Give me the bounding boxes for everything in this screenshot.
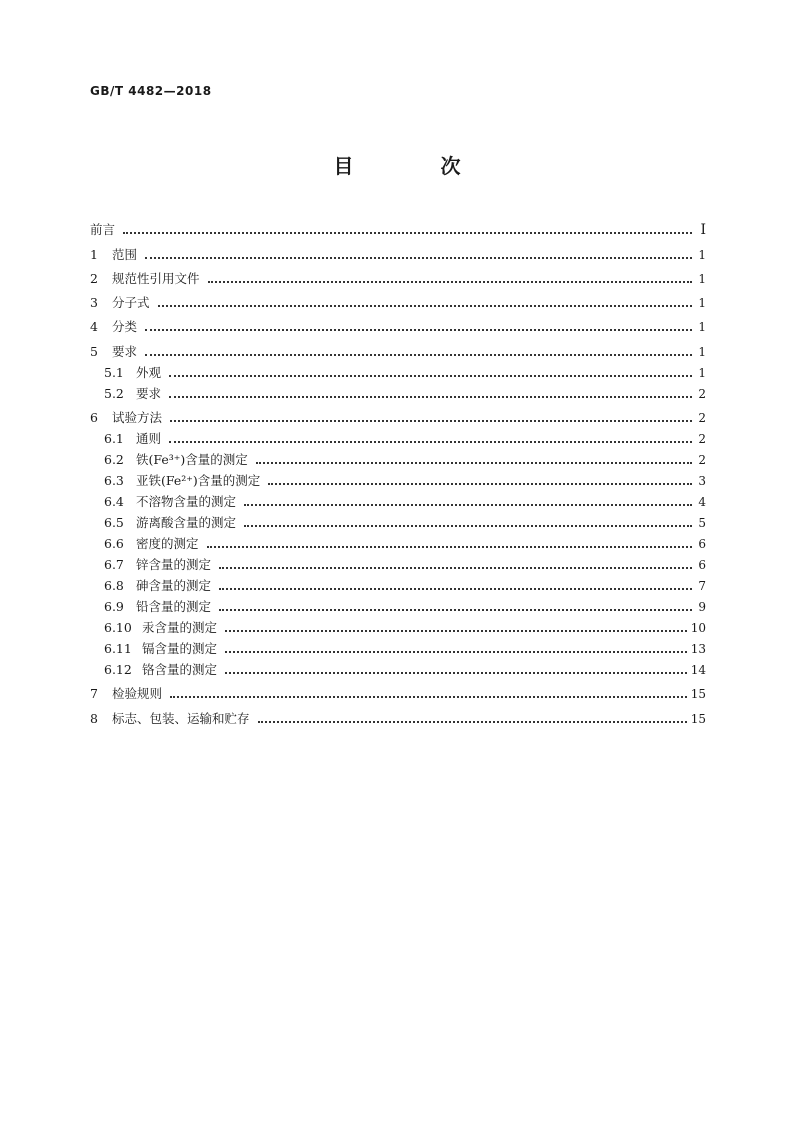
toc-entry[interactable] xyxy=(90,214,706,238)
toc-entry-label: 检验规则 xyxy=(112,686,163,702)
toc-entry-number: 6.9 xyxy=(104,599,124,615)
toc-entry-page: 7 xyxy=(698,579,706,594)
toc-entry[interactable] xyxy=(90,531,706,552)
toc-entry-label: 不溶物含量的测定 xyxy=(136,494,237,510)
toc-entry-page: 2 xyxy=(698,411,706,426)
toc-entry-page: 2 xyxy=(698,386,706,401)
toc-entry[interactable] xyxy=(90,678,706,702)
toc-entry-label: 锌含量的测定 xyxy=(136,557,212,573)
toc-leader-dots xyxy=(219,608,692,611)
toc-entry-label: 汞含量的测定 xyxy=(142,620,218,636)
toc-entry-number: 6.11 xyxy=(104,641,132,657)
toc-entry[interactable] xyxy=(90,657,706,678)
toc-entry-page: 15 xyxy=(690,711,706,726)
toc-entry-number: 8 xyxy=(90,710,98,726)
toc-entry-label: 铬含量的测定 xyxy=(142,662,218,678)
toc-entry-number: 6.2 xyxy=(104,452,124,468)
toc-entry-page: 1 xyxy=(698,247,706,262)
toc-entry-label: 要求 xyxy=(136,385,162,401)
toc-leader-dots xyxy=(169,440,692,443)
toc-entry[interactable] xyxy=(90,287,706,311)
toc-entry[interactable] xyxy=(90,238,706,262)
toc-entry-page: 3 xyxy=(698,474,706,489)
toc-entry-number: 6.5 xyxy=(104,515,124,531)
toc-entry-number: 6 xyxy=(90,410,98,426)
toc-leader-dots xyxy=(244,503,692,506)
toc-entry-number: 6.4 xyxy=(104,494,124,510)
toc-leader-dots xyxy=(145,328,692,331)
toc-entry-page: 6 xyxy=(698,558,706,573)
toc-entry-label: 砷含量的测定 xyxy=(136,578,212,594)
toc-leader-dots xyxy=(256,461,692,464)
toc-entry-label: 分类 xyxy=(112,319,138,335)
toc-entry-page: 6 xyxy=(698,537,706,552)
toc-entry[interactable] xyxy=(90,263,706,287)
toc-entry-label: 密度的测定 xyxy=(136,536,199,552)
toc-entry-page: 15 xyxy=(690,687,706,702)
toc-entry-page: I xyxy=(700,222,706,239)
toc-entry[interactable] xyxy=(90,636,706,657)
toc-entry-page: 4 xyxy=(698,495,706,510)
toc-entry[interactable] xyxy=(90,447,706,468)
toc-entry-label: 规范性引用文件 xyxy=(112,270,200,286)
toc-entry-label: 标志、包装、运输和贮存 xyxy=(112,710,250,726)
toc-entry-page: 9 xyxy=(698,600,706,615)
toc-entry-page: 2 xyxy=(698,453,706,468)
toc-leader-dots xyxy=(145,256,692,259)
toc-entry-number: 6.10 xyxy=(104,620,132,636)
toc-entry-number: 5.2 xyxy=(104,385,124,401)
toc-entry-number: 5 xyxy=(90,343,98,359)
toc-entry[interactable] xyxy=(90,335,706,359)
toc-leader-dots xyxy=(207,545,692,548)
toc-entry[interactable] xyxy=(90,360,706,381)
toc-entry-label: 要求 xyxy=(112,343,138,359)
table-of-contents xyxy=(90,214,706,727)
toc-entry-number: 6.12 xyxy=(104,662,132,678)
toc-entry-label: 外观 xyxy=(136,364,162,380)
toc-entry-page: 2 xyxy=(698,432,706,447)
toc-entry-label: 前言 xyxy=(90,222,116,238)
toc-entry[interactable] xyxy=(90,468,706,489)
page-title: 目 次 xyxy=(333,154,501,178)
toc-entry-label: 镉含量的测定 xyxy=(142,641,218,657)
toc-entry-number: 6.6 xyxy=(104,536,124,552)
toc-entry[interactable] xyxy=(90,552,706,573)
toc-leader-dots xyxy=(244,524,692,527)
toc-entry-page: 14 xyxy=(690,663,706,678)
toc-entry-number: 5.1 xyxy=(104,364,124,380)
toc-entry-label: 范围 xyxy=(112,246,138,262)
toc-leader-dots xyxy=(123,231,692,234)
toc-entry-label: 铁(Fe³⁺)含量的测定 xyxy=(136,452,248,468)
toc-entry-number: 3 xyxy=(90,295,98,311)
toc-leader-dots xyxy=(169,374,692,377)
toc-leader-dots xyxy=(158,304,692,307)
standard-code: GB/T 4482—2018 xyxy=(90,84,212,98)
toc-entry-page: 1 xyxy=(698,365,706,380)
toc-leader-dots xyxy=(219,566,692,569)
toc-entry-page: 1 xyxy=(698,320,706,335)
toc-entry-page: 13 xyxy=(690,642,706,657)
toc-leader-dots xyxy=(258,720,687,723)
toc-entry-label: 亚铁(Fe²⁺)含量的测定 xyxy=(136,473,261,489)
toc-entry[interactable] xyxy=(90,311,706,335)
toc-entry-number: 6.3 xyxy=(104,473,124,489)
toc-entry-number: 2 xyxy=(90,270,98,286)
toc-entry-label: 试验方法 xyxy=(112,410,163,426)
toc-leader-dots xyxy=(225,629,687,632)
toc-leader-dots xyxy=(170,695,687,698)
toc-entry[interactable] xyxy=(90,702,706,726)
toc-entry-number: 7 xyxy=(90,686,98,702)
toc-entry-page: 5 xyxy=(698,516,706,531)
toc-leader-dots xyxy=(225,671,687,674)
toc-entry-page: 1 xyxy=(698,344,706,359)
toc-entry-label: 通则 xyxy=(136,431,162,447)
toc-entry[interactable] xyxy=(90,594,706,615)
toc-entry-page: 1 xyxy=(698,271,706,286)
toc-leader-dots xyxy=(268,482,692,485)
toc-entry[interactable] xyxy=(90,402,706,426)
toc-entry[interactable] xyxy=(90,510,706,531)
toc-entry-number: 4 xyxy=(90,319,98,335)
toc-entry-number: 6.8 xyxy=(104,578,124,594)
toc-entry[interactable] xyxy=(90,489,706,510)
toc-entry-label: 游离酸含量的测定 xyxy=(136,515,237,531)
toc-entry-number: 1 xyxy=(90,246,98,262)
toc-leader-dots xyxy=(219,587,692,590)
toc-entry[interactable] xyxy=(90,573,706,594)
toc-leader-dots xyxy=(145,353,692,356)
toc-entry[interactable] xyxy=(90,615,706,636)
toc-entry[interactable] xyxy=(90,381,706,402)
toc-entry-number: 6.1 xyxy=(104,431,124,447)
toc-entry-page: 10 xyxy=(690,621,706,636)
toc-entry-number: 6.7 xyxy=(104,557,124,573)
toc-entry-page: 1 xyxy=(698,296,706,311)
toc-leader-dots xyxy=(225,650,687,653)
toc-entry-label: 分子式 xyxy=(112,295,150,311)
toc-leader-dots xyxy=(169,395,692,398)
toc-entry[interactable] xyxy=(90,426,706,447)
toc-entry-label: 铅含量的测定 xyxy=(136,599,212,615)
toc-leader-dots xyxy=(170,419,692,422)
toc-leader-dots xyxy=(208,280,692,283)
